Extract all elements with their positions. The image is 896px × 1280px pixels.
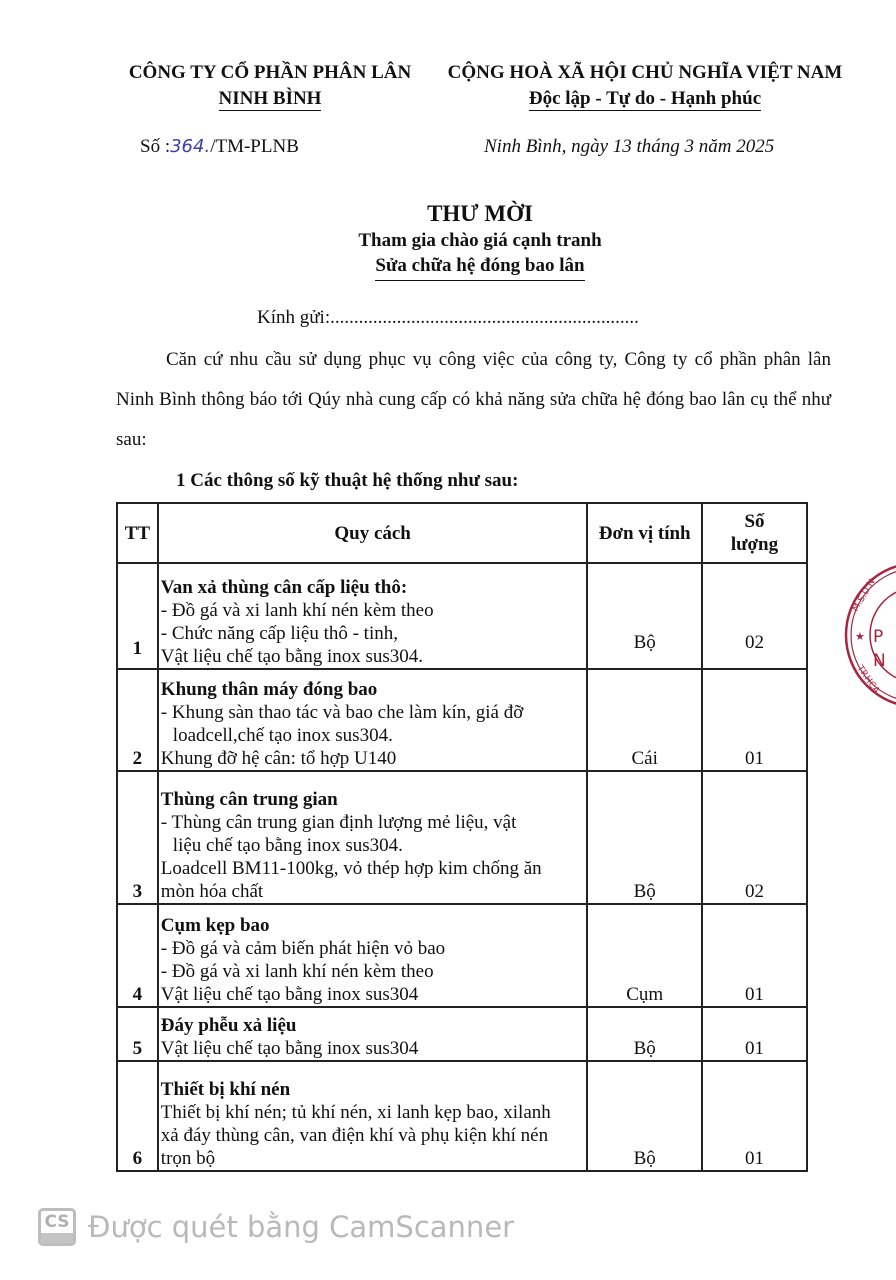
stamp-ring-text-bottom: TP.HCA bbox=[854, 663, 881, 696]
row-line: Khung đỡ hệ cân: tổ hợp U140 bbox=[160, 748, 397, 769]
table-row bbox=[117, 1007, 807, 1061]
header-spec: Quy cách bbox=[158, 503, 588, 563]
table-header-row bbox=[117, 503, 807, 563]
stamp-star: ★ bbox=[855, 630, 865, 643]
company-stamp bbox=[843, 560, 896, 710]
row-unit: Bộ bbox=[587, 771, 702, 904]
header-unit: Đơn vị tính bbox=[587, 503, 702, 563]
stamp-letter-n: N bbox=[873, 651, 886, 671]
row-qty: 01 bbox=[702, 1007, 807, 1061]
document-title: THƯ MỜI bbox=[427, 201, 533, 226]
row-line: Thiết bị khí nén; tủ khí nén, xi lanh kẹp bao, xilanh bbox=[160, 1102, 551, 1123]
row-unit: Bộ bbox=[587, 563, 702, 669]
row-tt: 5 bbox=[117, 1007, 158, 1061]
section-heading: 1 Các thông số kỹ thuật hệ thống như sau: bbox=[176, 470, 519, 491]
row-tt: 1 bbox=[117, 563, 158, 669]
nation-motto: Độc lập - Tự do - Hạnh phúc bbox=[528, 88, 762, 109]
row-line: Vật liệu chế tạo bằng inox sus304. bbox=[160, 646, 424, 667]
company-header bbox=[100, 60, 440, 112]
camscanner-watermark bbox=[38, 1208, 514, 1246]
row-line: Vật liệu chế tạo bằng inox sus304 bbox=[160, 1038, 419, 1059]
row-qty: 01 bbox=[702, 669, 807, 771]
header-qty-line1: Số bbox=[744, 511, 765, 532]
row-line: - Thùng cân trung gian định lượng mẻ liệu, vật bbox=[160, 812, 517, 833]
row-line: Vật liệu chế tạo bằng inox sus304 bbox=[160, 984, 419, 1005]
company-name-line1: CÔNG TY CỔ PHẦN PHÂN LÂN bbox=[128, 62, 412, 83]
national-header bbox=[440, 60, 850, 112]
header-qty bbox=[702, 503, 807, 563]
row-line: - Đồ gá và xi lanh khí nén kèm theo bbox=[160, 961, 434, 982]
document-subtitle: Tham gia chào giá cạnh tranh bbox=[358, 230, 602, 251]
nation-title: CỘNG HOÀ XÃ HỘI CHỦ NGHĨA VIỆT NAM bbox=[447, 62, 843, 83]
table-row bbox=[117, 904, 807, 1007]
doc-no-handwritten: 364. bbox=[170, 136, 211, 157]
row-title: Van xả thùng cân cấp liệu thô: bbox=[160, 577, 408, 598]
row-line: - Đồ gá và xi lanh khí nén kèm theo bbox=[160, 600, 434, 621]
row-qty: 01 bbox=[702, 904, 807, 1007]
row-line: xả đáy thùng cân, van điện khí và phụ kiện khí nén bbox=[160, 1125, 549, 1146]
header-qty-line2: lượng bbox=[730, 534, 779, 555]
company-name-line2: NINH BÌNH bbox=[218, 88, 322, 109]
row-tt: 2 bbox=[117, 669, 158, 771]
table-row bbox=[117, 669, 807, 771]
row-unit: Bộ bbox=[587, 1007, 702, 1061]
document-title-block bbox=[300, 200, 660, 281]
row-unit: Cái bbox=[587, 669, 702, 771]
stamp-ring-text: M.S.D.N bbox=[850, 577, 878, 614]
row-line: - Chức năng cấp liệu thô - tinh, bbox=[160, 623, 398, 644]
watermark-text: Được quét bằng CamScanner bbox=[88, 1210, 515, 1244]
row-unit: Bộ bbox=[587, 1061, 702, 1171]
row-title: Khung thân máy đóng bao bbox=[160, 679, 378, 700]
row-line: liệu chế tạo bằng inox sus304. bbox=[172, 835, 403, 856]
intro-paragraph: Căn cứ nhu cầu sử dụng phục vụ công việc của công ty, Công ty cổ phần phân lân Ninh Bình thông báo tới Qúy nhà cung cấp có khả năng sửa chữa hệ đóng bao lân cụ thể như sau: bbox=[116, 349, 831, 450]
row-spec bbox=[158, 669, 588, 771]
table-row bbox=[117, 1061, 807, 1171]
row-line: - Đồ gá và cảm biến phát hiện vỏ bao bbox=[160, 938, 446, 959]
table-row bbox=[117, 771, 807, 904]
camscanner-logo-icon: CS bbox=[38, 1208, 76, 1246]
doc-no-suffix: /TM-PLNB bbox=[210, 136, 299, 157]
row-title: Đáy phễu xả liệu bbox=[160, 1015, 297, 1036]
row-spec bbox=[158, 771, 588, 904]
header-tt: TT bbox=[117, 503, 158, 563]
row-tt: 6 bbox=[117, 1061, 158, 1171]
row-title: Thiết bị khí nén bbox=[160, 1079, 291, 1100]
row-title: Thùng cân trung gian bbox=[160, 789, 338, 810]
doc-no-prefix: Số : bbox=[140, 136, 171, 157]
row-qty: 01 bbox=[702, 1061, 807, 1171]
document-number bbox=[140, 136, 299, 158]
row-spec bbox=[158, 1007, 588, 1061]
row-tt: 3 bbox=[117, 771, 158, 904]
row-line: trọn bộ bbox=[160, 1148, 216, 1169]
document-subject: Sửa chữa hệ đóng bao lân bbox=[375, 253, 584, 281]
row-unit: Cụm bbox=[587, 904, 702, 1007]
row-tt: 4 bbox=[117, 904, 158, 1007]
row-spec bbox=[158, 563, 588, 669]
salutation: Kính gửi:................................................................. bbox=[257, 307, 639, 328]
row-spec bbox=[158, 904, 588, 1007]
row-title: Cụm kẹp bao bbox=[160, 915, 270, 936]
row-spec bbox=[158, 1061, 588, 1171]
table-row bbox=[117, 563, 807, 669]
row-line: loadcell,chế tạo inox sus304. bbox=[172, 725, 393, 746]
row-line: Loadcell BM11-100kg, vỏ thép hợp kim chống ăn bbox=[160, 858, 542, 879]
row-line: mòn hóa chất bbox=[160, 881, 264, 902]
row-qty: 02 bbox=[702, 563, 807, 669]
row-line: - Khung sàn thao tác và bao che làm kín, giá đỡ bbox=[160, 702, 524, 723]
stamp-letter-p: P bbox=[873, 627, 884, 647]
row-qty: 02 bbox=[702, 771, 807, 904]
document-date: Ninh Bình, ngày 13 tháng 3 năm 2025 bbox=[484, 136, 775, 157]
spec-table bbox=[116, 502, 808, 1172]
